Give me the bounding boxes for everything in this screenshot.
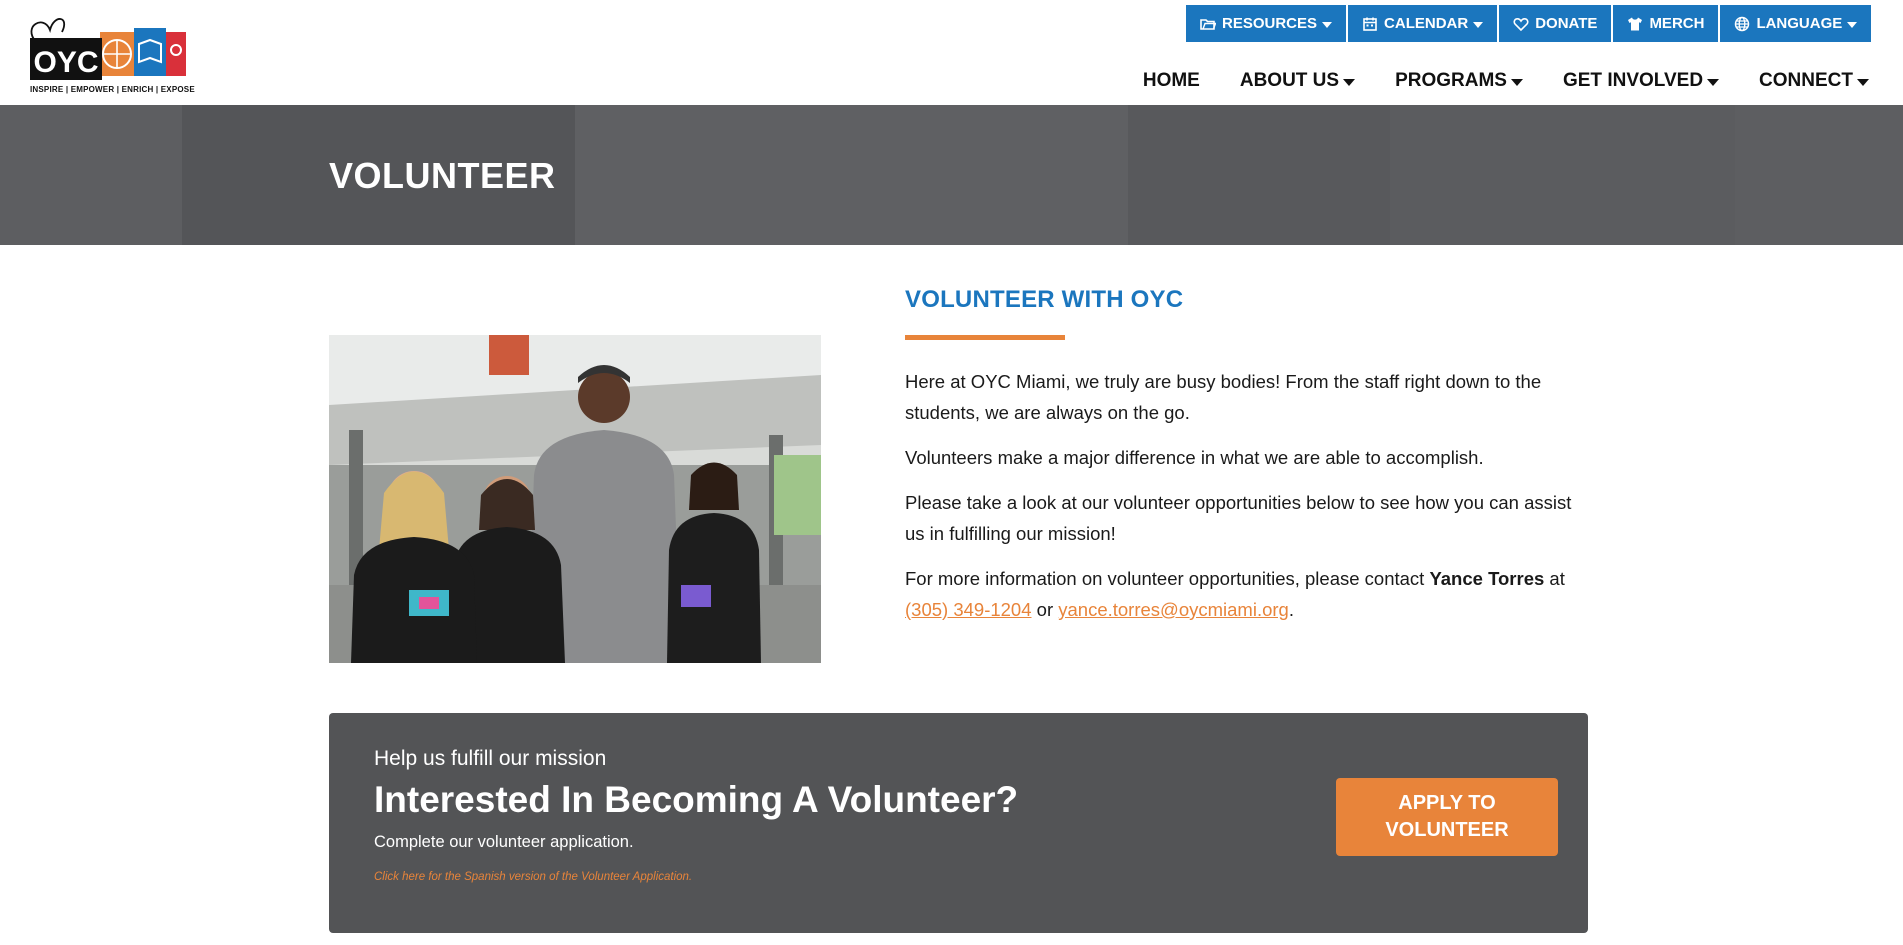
- contact-email-link[interactable]: yance.torres@oycmiami.org: [1058, 599, 1289, 620]
- language-label: LANGUAGE: [1756, 15, 1843, 32]
- intro-paragraph: Please take a look at our volunteer opportunities below to see how you can assist us in fulfilling our mission!: [905, 492, 1572, 544]
- utility-nav: [1186, 5, 1873, 42]
- chevron-down-icon: [1511, 79, 1523, 86]
- cta-kicker: Help us fulfill our mission: [374, 747, 607, 770]
- nav-programs[interactable]: [1395, 70, 1523, 92]
- merch-button[interactable]: [1613, 5, 1718, 42]
- donate-label: DONATE: [1535, 15, 1598, 32]
- contact-at: at: [1544, 568, 1565, 589]
- section-title: VOLUNTEER WITH OYC: [905, 286, 1184, 313]
- calendar-icon: [1362, 16, 1378, 32]
- contact-paragraph: [905, 563, 1595, 625]
- language-button[interactable]: [1720, 5, 1871, 42]
- oyc-logo[interactable]: [14, 8, 195, 94]
- nav-home-label: HOME: [1142, 70, 1200, 91]
- donate-button[interactable]: [1499, 5, 1611, 42]
- chevron-down-icon: [1847, 22, 1857, 28]
- nav-connect[interactable]: [1759, 70, 1869, 92]
- volunteer-cta-box: [329, 713, 1588, 933]
- chevron-down-icon: [1707, 79, 1719, 86]
- hero-background-panel: [1128, 105, 1390, 245]
- globe-icon: [1734, 16, 1750, 32]
- merch-label: MERCH: [1649, 15, 1705, 32]
- title-underline: [905, 335, 1065, 340]
- contact-or: or: [1031, 599, 1059, 620]
- logo-wordmark: OYC: [33, 46, 99, 79]
- page-title: VOLUNTEER: [329, 155, 556, 196]
- resources-button[interactable]: [1186, 5, 1346, 42]
- hero-background-panel: [1390, 105, 1735, 245]
- nav-get-involved-label: GET INVOLVED: [1562, 70, 1704, 91]
- nav-connect-label: CONNECT: [1759, 70, 1853, 91]
- intro-paragraph: Volunteers make a major difference in what we are able to accomplish.: [905, 447, 1484, 468]
- heart-icon: [1513, 16, 1529, 32]
- calendar-button[interactable]: [1348, 5, 1497, 42]
- chevron-down-icon: [1857, 79, 1869, 86]
- spanish-application-link[interactable]: Click here for the Spanish version of the Volunteer Application.: [374, 871, 693, 883]
- intro-paragraph: Here at OYC Miami, we truly are busy bodies! From the staff right down to the students, we are always on the go.: [905, 371, 1542, 423]
- hero-background-panel: [575, 105, 1128, 245]
- chevron-down-icon: [1343, 79, 1355, 86]
- cta-heading: Interested In Becoming A Volunteer?: [374, 779, 1019, 820]
- nav-home[interactable]: [1143, 70, 1200, 92]
- contact-prefix: For more information on volunteer opportunities, please contact: [905, 568, 1430, 589]
- cta-subtext: Complete our volunteer application.: [374, 833, 634, 851]
- main-nav: [1103, 70, 1869, 92]
- contact-phone-link[interactable]: (305) 349-1204: [905, 599, 1032, 620]
- chevron-down-icon: [1473, 22, 1483, 28]
- logo-tagline: INSPIRE | EMPOWER | ENRICH | EXPOSE: [30, 85, 195, 94]
- nav-about-us-label: ABOUT US: [1239, 70, 1340, 91]
- folder-icon: [1200, 16, 1216, 32]
- nav-programs-label: PROGRAMS: [1395, 70, 1507, 91]
- volunteers-photo: [329, 335, 821, 663]
- nav-get-involved[interactable]: [1563, 70, 1719, 92]
- volunteer-intro: [905, 366, 1595, 639]
- contact-suffix: .: [1288, 599, 1294, 620]
- site-header: [0, 0, 1903, 105]
- page-hero: [0, 105, 1903, 245]
- nav-about-us[interactable]: [1240, 70, 1355, 92]
- calendar-label: CALENDAR: [1384, 15, 1469, 32]
- apply-to-volunteer-button[interactable]: APPLY TO VOLUNTEER: [1336, 778, 1558, 856]
- tshirt-icon: [1627, 16, 1643, 32]
- chevron-down-icon: [1322, 22, 1332, 28]
- resources-label: RESOURCES: [1222, 15, 1318, 32]
- contact-name: Yance Torres: [1429, 568, 1545, 589]
